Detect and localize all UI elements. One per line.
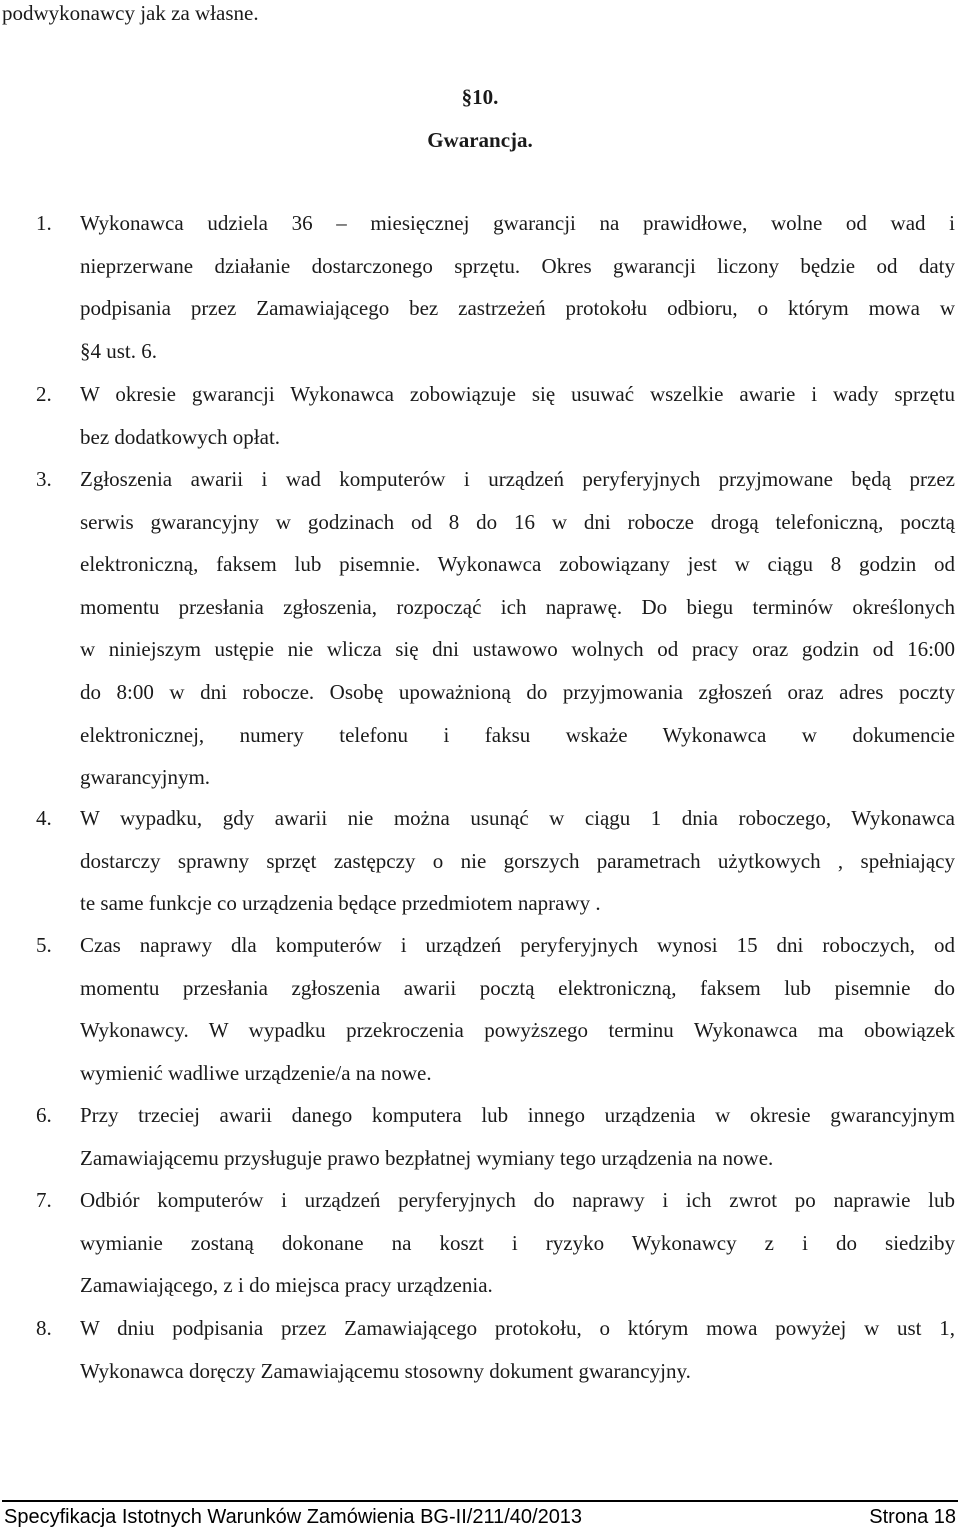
list-item-text-line: Czas naprawy dla komputerów i urządzeń peryferyjnych wynosi 15 dni roboczych, od: [80, 933, 955, 957]
section-title: Gwarancja.: [427, 128, 533, 152]
list-item-number: 6.: [36, 1103, 52, 1127]
list-item-text-line: wymianie zostaną dokonane na koszt i ryzyko Wykonawcy z i do siedziby: [80, 1231, 955, 1255]
list-item-text-line: W wypadku, gdy awarii nie można usunąć w ciągu 1 dnia roboczego, Wykonawca: [80, 806, 955, 830]
list-item-text-line: Zgłoszenia awarii i wad komputerów i urządzeń peryferyjnych przyjmowane będą przez: [80, 467, 955, 491]
list-item-text-line: Zamawiającego, z i do miejsca pracy urządzenia.: [80, 1273, 493, 1297]
list-item-number: 5.: [36, 933, 52, 957]
list-item-text-line: wymienić wadliwe urządzenie/a na nowe.: [80, 1061, 432, 1085]
list-item-text-line: podpisania przez Zamawiającego bez zastrzeżeń protokołu odbioru, o którym mowa w: [80, 296, 955, 320]
list-item-text-line: momentu przesłania zgłoszenia, rozpocząć ich naprawę. Do biegu terminów określonych: [80, 595, 955, 619]
list-item-text-line: nieprzerwane działanie dostarczonego sprzętu. Okres gwarancji liczony będzie od daty: [80, 254, 955, 278]
list-item-number: 4.: [36, 806, 52, 830]
list-item-text-line: Odbiór komputerów i urządzeń peryferyjnych do naprawy i ich zwrot po naprawie lub: [80, 1188, 955, 1212]
list-item-text-line: elektroniczną, faksem lub pisemnie. Wykonawca zobowiązany jest w ciągu 8 godzin od: [80, 552, 955, 576]
top-line: podwykonawcy jak za własne.: [2, 1, 259, 25]
list-item-text-line: elektronicznej, numery telefonu i faksu wskaże Wykonawca w dokumencie: [80, 723, 955, 747]
list-item-text-line: te same funkcje co urządzenia będące przedmiotem naprawy .: [80, 891, 601, 915]
list-item-text-line: serwis gwarancyjny w godzinach od 8 do 16 w dni robocze drogą telefoniczną, pocztą: [80, 510, 955, 534]
list-item-text-line: Wykonawca doręczy Zamawiającemu stosowny dokument gwarancyjny.: [80, 1359, 691, 1383]
list-item-text-line: gwarancyjnym.: [80, 765, 211, 789]
list-item-text-line: W dniu podpisania przez Zamawiającego protokołu, o którym mowa powyżej w ust 1,: [80, 1316, 955, 1340]
list-item-text-line: w niniejszym ustępie nie wlicza się dni ustawowo wolnych od pracy oraz godzin od 16:00: [80, 637, 955, 661]
list-item-text-line: Przy trzeciej awarii danego komputera lub innego urządzenia w okresie gwarancyjnym: [80, 1103, 955, 1127]
footer-page-number: Strona 18: [869, 1506, 956, 1528]
list-item-number: 3.: [36, 467, 52, 491]
list-item-number: 7.: [36, 1188, 52, 1212]
list-item-number: 1.: [36, 211, 52, 235]
list-item-number: 2.: [36, 382, 52, 406]
list-item-text-line: momentu przesłania zgłoszenia awarii pocztą elektroniczną, faksem lub pisemnie do: [80, 976, 955, 1000]
list-item-text-line: W okresie gwarancji Wykonawca zobowiązuje się usuwać wszelkie awarie i wady sprzętu: [80, 382, 955, 406]
list-item-text-line: do 8:00 w dni robocze. Osobę upoważnioną do przyjmowania zgłoszeń oraz adres poczty: [80, 680, 955, 704]
list-item-number: 8.: [36, 1316, 52, 1340]
list-item-text-line: Wykonawcy. W wypadku przekroczenia powyższego terminu Wykonawca ma obowiązek: [80, 1018, 955, 1042]
list-item-text-line: Wykonawca udziela 36 – miesięcznej gwarancji na prawidłowe, wolne od wad i: [80, 211, 955, 235]
list-item-text-line: bez dodatkowych opłat.: [80, 425, 281, 449]
footer-document-title: Specyfikacja Istotnych Warunków Zamówienia BG-II/211/40/2013: [4, 1506, 583, 1528]
footer-divider: [2, 1500, 958, 1502]
list-item-text-line: §4 ust. 6.: [80, 339, 158, 363]
section-number: §10.: [461, 85, 499, 109]
list-item-text-line: dostarczy sprawny sprzęt zastępczy o nie gorszych parametrach użytkowych , spełniający: [80, 849, 955, 873]
list-item-text-line: Zamawiającemu przysługuje prawo bezpłatnej wymiany tego urządzenia na nowe.: [80, 1146, 774, 1170]
